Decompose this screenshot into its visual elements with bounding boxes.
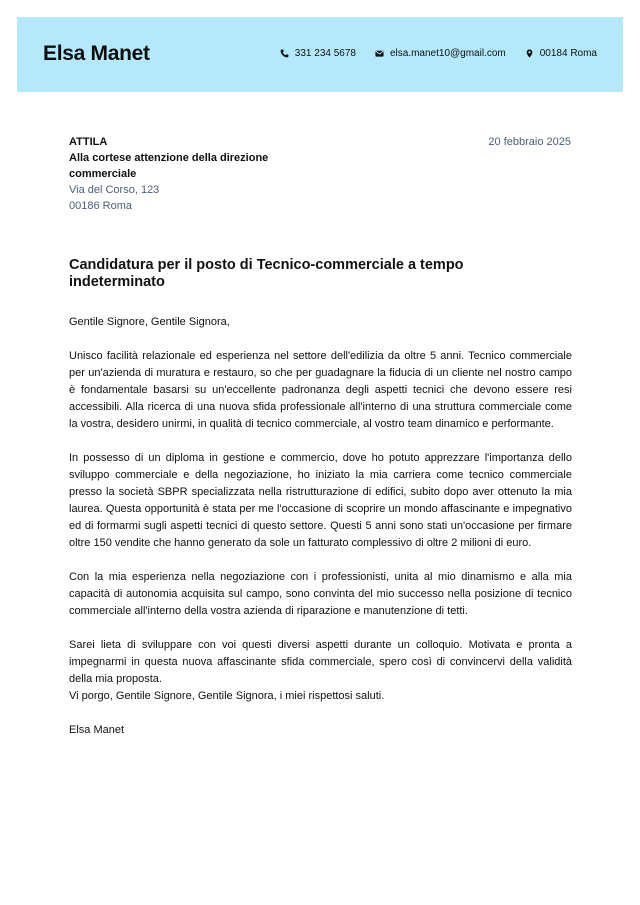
- map-pin-icon: [525, 49, 534, 58]
- letter-paragraph-4: Sarei lieta di sviluppare con voi questi diversi aspetti durante un colloquio. Motivata e pronta a impegnarmi in questa nuova affascinante sfida commerciale, spero così di convincervi della validità della mia proposta.: [69, 639, 572, 685]
- contact-email: [375, 48, 506, 59]
- contact-location: [525, 48, 597, 59]
- recipient-city: 00186 Roma: [69, 200, 132, 212]
- letter-paragraph-1: Unisco facilità relazionale ed esperienza nel settore dell'edilizia da oltre 5 anni. Tecnico commerciale per un'azienda di muratura e restauro, so che per guadagnare la fiducia di un cliente nel nostro campo è fondamentale basarsi su un'eccellente padronanza degli aspetti tecnici che devono essere resi accessibili. Alla ricerca di una nuova sfida professionale all'interno di una struttura commerciale come la vostra, desidero unirmi, in qualità di tecnico commerciale, al vostro team dinamico e performante.: [69, 350, 572, 430]
- location-text: 00184 Roma: [539, 48, 597, 59]
- letter-closing: Vi porgo, Gentile Signore, Gentile Signora, i miei rispettosi saluti.: [69, 690, 385, 702]
- phone-icon: [280, 49, 289, 58]
- letter-paragraph-2: In possesso di un diploma in gestione e commercio, dove ho potuto apprezzare l'importanza dello sviluppo commerciale e della negoziazione, ho iniziato la mia carriera come tecnico commerciale presso la società SBPR specializzata nella ristrutturazione di edifici, subito dopo aver ottenuto la mia laurea. Questa opportunità è stata per me l'occasione di scoprire un mondo affascinante e impegnativo ed di formarmi sugli aspetti tecnici di questo settore. Questi 5 anni sono stati un'occasione per firmare oltre 150 vendite che hanno generato da sole un fatturato complessivo di oltre 2 milioni di euro.: [69, 452, 572, 549]
- contact-phone: [280, 48, 356, 59]
- letter-signature: Elsa Manet: [69, 724, 125, 736]
- email-address: elsa.manet10@gmail.com: [389, 48, 506, 59]
- letter-greeting: Gentile Signore, Gentile Signora,: [69, 316, 230, 328]
- sender-name: Elsa Manet: [43, 42, 150, 65]
- contact-info: [280, 48, 597, 59]
- letter-subject: Candidatura per il posto di Tecnico-commerciale a tempo indeterminato: [69, 257, 464, 290]
- recipient-company: ATTILA: [69, 136, 108, 148]
- letter-date: 20 febbraio 2025: [488, 136, 571, 148]
- header-banner: [17, 17, 623, 92]
- letter-paragraph-3: Con la mia esperienza nella negoziazione con i professionisti, unita al mio dinamismo e alla mia capacità di autonomia acquisita sul campo, sono convinta del mio successo nella posizione di tecnico commerciale all'interno della vostra azienda di riparazione e manutenzione di tetti.: [69, 571, 572, 617]
- recipient-block: [69, 134, 299, 214]
- recipient-attention: Alla cortese attenzione della direzione commerciale: [69, 152, 269, 180]
- letter-body: [69, 314, 572, 739]
- recipient-street: Via del Corso, 123: [69, 184, 160, 196]
- phone-number: 331 234 5678: [294, 48, 356, 59]
- envelope-icon: [375, 49, 384, 58]
